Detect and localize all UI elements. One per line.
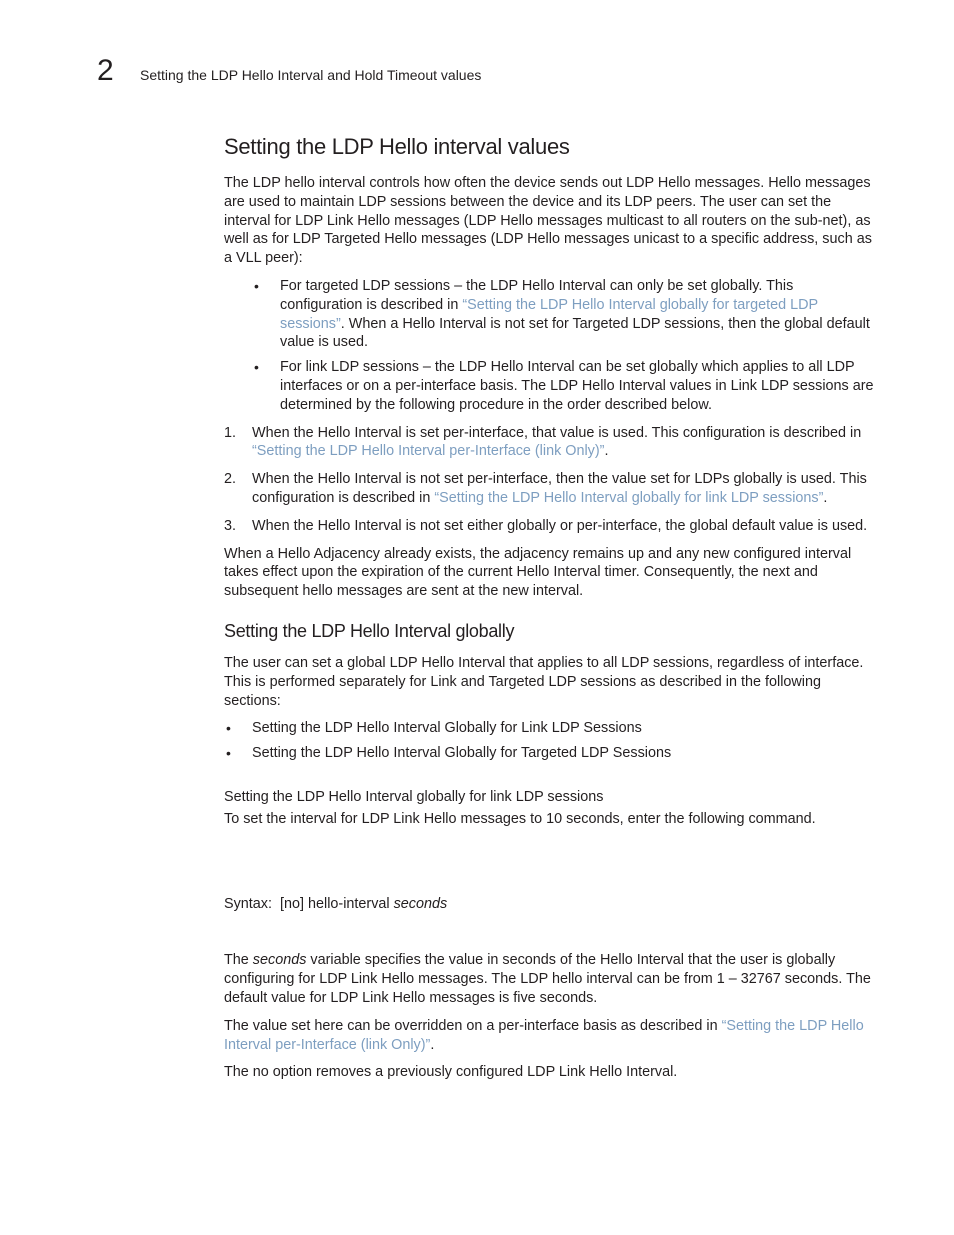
override-text-after: . [430,1036,435,1053]
bullet-icon: • [254,359,259,376]
bullet-icon: • [226,720,231,737]
global-sections-list [224,719,874,763]
override-paragraph [224,1017,874,1055]
syntax-command: [no] hello-interval [280,895,394,912]
section-heading-globally: Setting the LDP Hello Interval globally [224,620,515,641]
link-per-interface-override[interactable]: “Setting the LDP Hello Interval per-Interface (link Only)” [224,1017,864,1053]
page-header [97,54,857,90]
no-option-paragraph: The no option removes a previously configured LDP Link Hello Interval. [224,1064,678,1081]
closing-paragraph: When a Hello Adjacency already exists, the adjacency remains up and any new configured interval takes effect upon the expiration of the current Hello Interval timer. Consequently, the next and subsequent hello messages are sent at the new interval. [224,545,852,600]
variable-description-rest: variable specifies the value in seconds of the Hello Interval that the user is globally configuring for LDP Link Hello messages. The LDP hello interval can be from 1 – 32767 seconds. The default value for LDP Link Hello messages is five seconds. [224,952,871,1006]
list-item-targeted [224,277,874,352]
page-content [224,128,874,1091]
bullet-text: For targeted LDP sessions – the LDP Hello Interval can only be set globally. This configuration is described in [280,277,794,313]
override-text: The value set here can be overridden on a per-interface basis as described in [224,1017,722,1034]
instruction-text: To set the interval for LDP Link Hello messages to 10 seconds, enter the following command. [224,810,816,827]
procedure-steps [224,424,874,536]
subsection-title: Setting the LDP Hello Interval globally for link LDP sessions [224,788,604,805]
variable-description [224,951,874,1007]
list-item [224,744,874,763]
intro-paragraph: The LDP hello interval controls how often the device sends out LDP Hello messages. Hello messages are used to maintain LDP sessions between the device and its LDP peers. The user can set the interval for LDP Link Hello messages (LDP Hello messages multicast to all routers on the sub-net), as well as for LDP Targeted Hello messages (LDP Hello messages unicast to a specific address, such as a VLL peer): [224,175,872,267]
step-item [224,424,874,462]
list-item [224,719,874,738]
session-type-list [224,277,874,415]
link-global-link-ldp[interactable]: “Setting the LDP Hello Interval globally for link LDP sessions” [434,489,824,506]
bullet-text-after: . When a Hello Interval is not set for Targeted LDP sessions, then the global default value is used. [280,315,870,351]
section-heading-hello-interval-values: Setting the LDP Hello interval values [224,134,570,159]
syntax-label: Syntax: [224,895,272,912]
syntax-variable: seconds [393,895,448,912]
step-text-after: . [604,443,609,460]
variable-description-text: The [224,952,253,969]
step-text: When the Hello Interval is not set per-interface, then the value set for LDPs globally is used. This configuration is described in [252,471,867,506]
running-title: Setting the LDP Hello Interval and Hold Timeout values [140,67,482,83]
link-targeted-ldp-sessions[interactable]: “Setting the LDP Hello Interval globally for targeted LDP sessions” [280,296,818,332]
bullet-text: For link LDP sessions – the LDP Hello Interval can be set globally which applies to all LDP interfaces or on a per-interface basis. The LDP Hello Interval values in Link LDP sessions are determined by the following procedure in the order described below. [280,359,874,413]
bullet-icon: • [254,277,259,294]
step-text-after: . [823,489,828,506]
syntax-line [224,895,874,914]
step-item [224,517,874,536]
list-item-text: Setting the LDP Hello Interval Globally for Targeted LDP Sessions [252,745,672,762]
step-number: 1. [224,424,237,441]
bullet-icon: • [226,745,231,762]
chapter-number: 2 [97,54,114,87]
step-item [224,470,874,508]
link-per-interface[interactable]: “Setting the LDP Hello Interval per-Interface (link Only)” [252,443,605,460]
variable-name: seconds [252,952,307,969]
list-item-text: Setting the LDP Hello Interval Globally for Link LDP Sessions [252,720,642,737]
step-text: When the Hello Interval is set per-interface, that value is used. This configuration is described in [252,424,862,441]
step-number: 3. [224,517,237,534]
step-number: 2. [224,471,237,488]
step-text: When the Hello Interval is not set either globally or per-interface, the global default value is used. [252,517,868,534]
global-intro-paragraph: The user can set a global LDP Hello Interval that applies to all LDP sessions, regardless of interface. This is performed separately for Link and Targeted LDP sessions as described in the following sections: [224,654,864,709]
list-item-link [224,358,874,414]
